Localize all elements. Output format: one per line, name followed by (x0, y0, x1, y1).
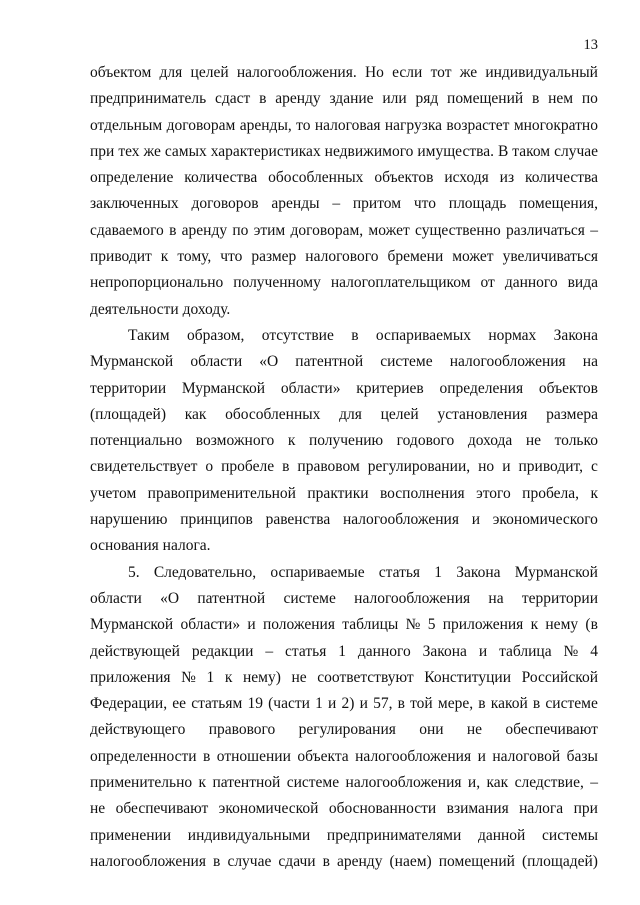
text-line: предприниматель сдаст в аренду здание или ряд помещений в нем по (90, 90, 598, 108)
text-line: применении индивидуальными предпринимателями данной системы (90, 826, 598, 844)
text-line: учетом правоприменительной практики восполнения этого пробела, к (90, 484, 598, 502)
text-line: деятельности доходу. (90, 300, 231, 318)
text-line: сдаваемого в аренду по этим договорам, может существенно различаться – (90, 221, 598, 239)
text-line: Таким образом, отсутствие в оспариваемых нормах Закона (128, 326, 598, 344)
text-line: при тех же самых характеристиках недвижимого имущества. В таком случае (90, 142, 598, 160)
body-text (90, 60, 598, 875)
text-line: отдельным договорам аренды, то налоговая нагрузка возрастет многократно (90, 116, 598, 134)
text-line: заключенных договоров аренды – притом что площадь помещения, (90, 195, 598, 213)
text-line: действующей редакции – статья 1 данного Закона и таблица № 4 (90, 642, 598, 660)
text-line: действующего правового регулирования они не обеспечивают (90, 721, 598, 739)
text-line: налогообложения в случае сдачи в аренду (наем) помещений (площадей) (90, 852, 598, 870)
text-line: Мурманской области «О патентной системе налогообложения на (90, 353, 598, 371)
text-line: приложения № 1 к нему) не соответствуют Конституции Российской (90, 668, 598, 686)
text-line: Федерации, ее статьям 19 (части 1 и 2) и 57, в той мере, в какой в системе (90, 695, 598, 713)
text-line: потенциально возможного к получению годового дохода не только (90, 432, 598, 450)
text-line: территории Мурманской области» критериев определения объектов (90, 379, 598, 397)
text-line: не обеспечивают экономической обоснованности взимания налога при (90, 800, 598, 818)
text-line: применительно к патентной системе налогообложения и, как следствие, – (90, 774, 598, 792)
text-line: непропорционально полученному налогоплательщиком от данного вида (90, 274, 598, 292)
text-line: определение количества обособленных объектов исходя из количества (90, 169, 598, 187)
text-line: приводит к тому, что размер налогового бремени может увеличиваться (90, 248, 598, 266)
text-line: определенности в отношении объекта налогообложения и налоговой базы (90, 747, 598, 765)
text-line: (площадей) как обособленных для целей установления размера (90, 405, 598, 423)
page-number: 13 (583, 37, 598, 53)
text-line: нарушению принципов равенства налогообложения и экономического (90, 511, 598, 529)
text-line: основания налога. (90, 537, 211, 555)
text-line: свидетельствует о пробеле в правовом регулировании, но и приводит, с (90, 458, 598, 476)
text-line: объектом для целей налогообложения. Но если тот же индивидуальный (90, 64, 598, 81)
text-line: области «О патентной системе налогообложения на территории (90, 589, 598, 607)
text-line: Мурманской области» и положения таблицы № 5 приложения к нему (в (90, 616, 598, 634)
text-line: 5. Следовательно, оспариваемые статья 1 Закона Мурманской (128, 563, 598, 581)
